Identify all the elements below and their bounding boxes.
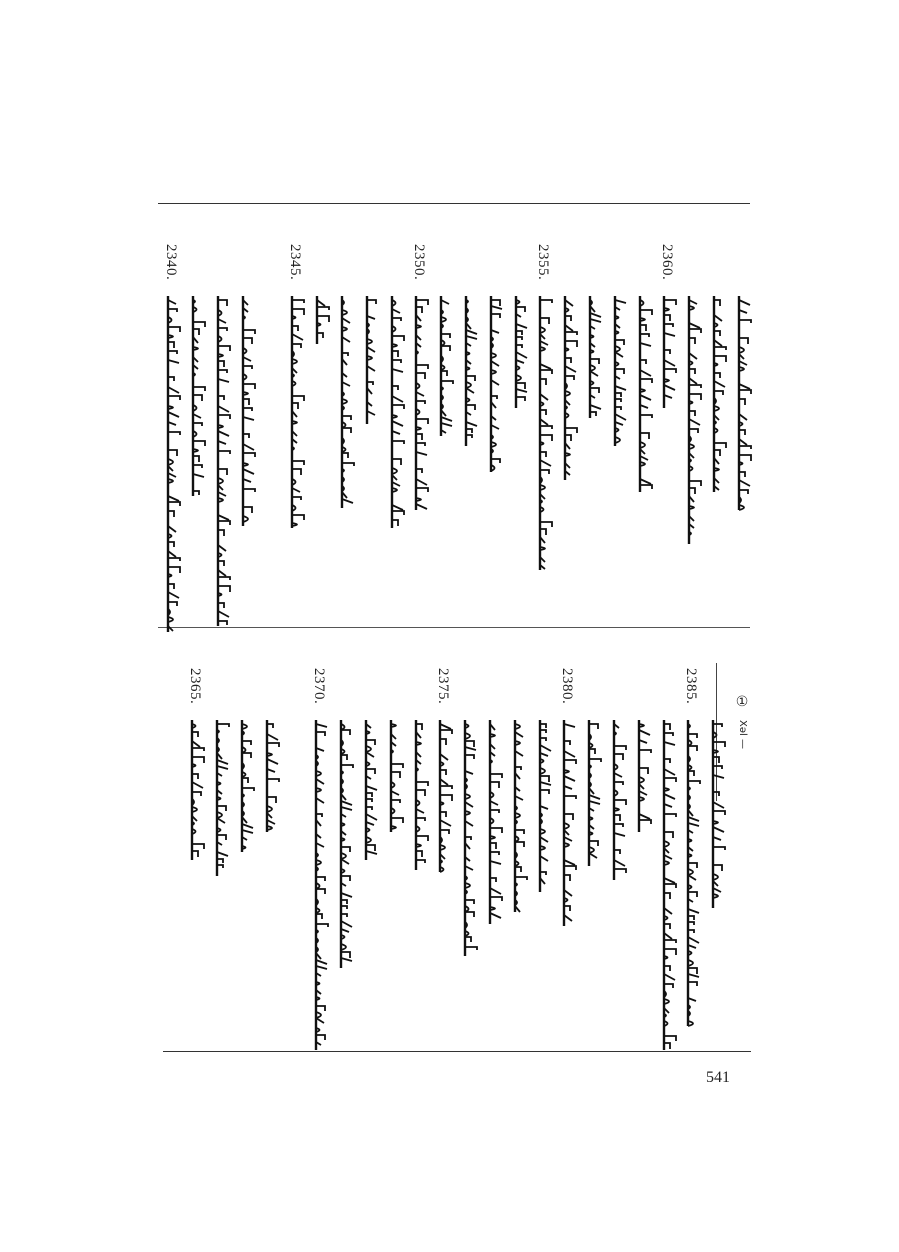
text-line <box>708 296 730 498</box>
text-line <box>310 720 332 1056</box>
text-line <box>410 296 432 516</box>
text-line <box>459 720 481 962</box>
text-line <box>634 296 656 498</box>
text-line <box>608 720 630 886</box>
footnote-marker: ① <box>734 694 750 710</box>
text-line <box>558 720 580 932</box>
top-rule <box>158 203 750 204</box>
text-line <box>733 296 755 516</box>
text-line <box>683 296 705 550</box>
line-number: 2385. <box>683 668 699 705</box>
text-line <box>211 720 233 882</box>
line-number: 2375. <box>435 668 451 705</box>
text-line <box>534 296 556 576</box>
line-number: 2355. <box>535 244 551 281</box>
line-number: 2340. <box>163 244 179 281</box>
text-line <box>534 720 556 898</box>
text-line <box>386 296 408 534</box>
text-line <box>361 296 383 430</box>
text-line <box>162 296 184 638</box>
text-line <box>658 720 680 1056</box>
text-line <box>360 720 382 866</box>
page-number: 541 <box>706 1069 730 1086</box>
text-line <box>236 720 258 858</box>
line-number: 2365. <box>187 668 203 705</box>
text-line <box>584 296 606 424</box>
text-line <box>434 720 456 878</box>
line-number: 2350. <box>411 244 427 281</box>
text-line <box>336 296 358 514</box>
text-line <box>187 296 209 502</box>
text-line <box>460 296 482 452</box>
text-line <box>682 720 704 1032</box>
text-line <box>212 296 234 632</box>
text-line <box>335 720 357 974</box>
text-line <box>186 720 208 866</box>
text-line <box>286 296 308 534</box>
text-line <box>510 296 532 414</box>
line-number: 2370. <box>311 668 327 705</box>
footnote-text: Xəl — <box>737 720 748 749</box>
text-line <box>484 720 506 930</box>
text-line <box>583 720 605 872</box>
text-line <box>707 720 729 914</box>
text-line <box>237 296 259 532</box>
text-line <box>311 296 333 350</box>
text-line <box>485 296 507 478</box>
text-line <box>435 296 457 442</box>
text-line <box>633 720 655 838</box>
text-line <box>509 720 531 918</box>
text-line <box>609 296 631 452</box>
text-line <box>410 720 432 876</box>
text-line <box>658 296 680 414</box>
text-line <box>261 720 283 838</box>
text-line <box>559 296 581 486</box>
middle-rule <box>158 627 750 628</box>
line-number: 2360. <box>659 244 675 281</box>
line-number: 2345. <box>287 244 303 281</box>
text-line <box>385 720 407 838</box>
line-number: 2380. <box>559 668 575 705</box>
